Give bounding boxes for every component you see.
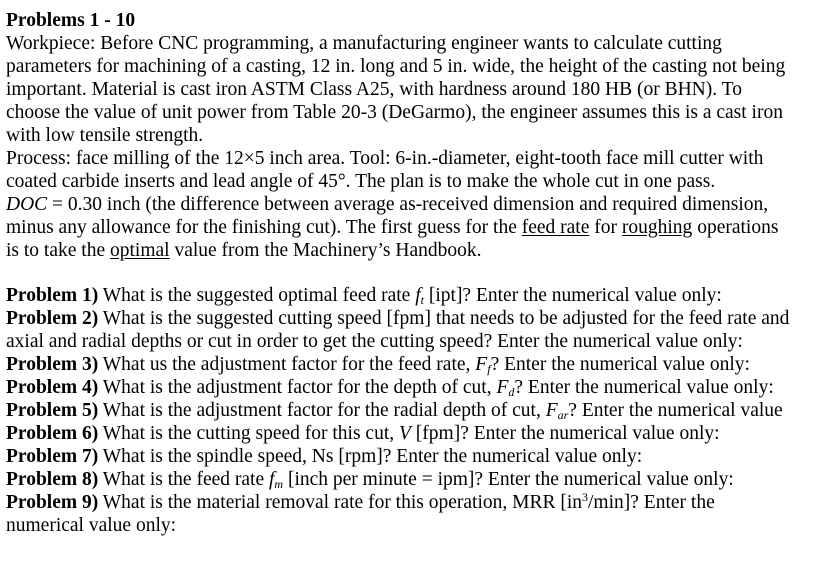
problem-label: Problem 3) — [6, 354, 99, 375]
optimal-line-text: value from the Machinery’s Handbook. — [169, 240, 482, 261]
optimal-line-text: is to take the — [6, 240, 110, 261]
page-title: Problems 1 - 10 — [6, 10, 136, 31]
feed-rate-underlined: feed rate — [521, 217, 590, 238]
problem-text: [inch per minute = ipm]? Enter the numerical value only: — [283, 469, 734, 490]
problem-text: What us the adjustment factor for the feed rate, — [98, 354, 476, 375]
variable-subscript: m — [274, 477, 284, 491]
problem-label: Problem 2) — [6, 308, 99, 329]
variable-subscript: ar — [557, 408, 569, 422]
feed-line-text: for — [589, 217, 622, 238]
problem-text: What is the feed rate — [98, 469, 269, 490]
doc-text: = 0.30 inch (the difference between average as-received dimension and required dimension, — [47, 194, 769, 215]
problem-label: Problem 8) — [6, 469, 99, 490]
doc-line — [6, 194, 768, 217]
optimal-underlined: optimal — [109, 240, 170, 261]
problem-label: Problem 1) — [6, 285, 99, 306]
problem-1 — [6, 285, 722, 308]
feed-rate-line — [6, 217, 778, 240]
variable: f — [268, 469, 275, 490]
feed-line-text: minus any allowance for the finishing cut). The first guess for the — [6, 217, 522, 238]
variable: F — [475, 354, 488, 375]
problem-label: Problem 7) — [6, 446, 99, 467]
problem-7 — [6, 446, 642, 469]
variable: V — [399, 423, 411, 444]
intro-line: with low tensile strength. — [6, 125, 204, 146]
optimal-line — [6, 240, 481, 263]
variable: f — [415, 285, 421, 306]
problem-label: Problem 4) — [6, 377, 99, 398]
problem-text: ? Enter the numerical value only: — [490, 354, 750, 375]
variable-subscript: f — [487, 362, 491, 376]
problem-text: What is the suggested cutting speed [fpm] that needs to be adjusted for the feed rate and — [98, 308, 790, 329]
problem-text: ? Enter the numerical value only: — [514, 377, 774, 398]
doc-variable: DOC — [6, 194, 48, 215]
problem-4 — [6, 377, 774, 400]
roughing-underlined: roughing — [621, 217, 693, 238]
problem-text: /min]? Enter the — [588, 492, 715, 513]
intro-line: parameters for machining of a casting, 12 in. long and 5 in. wide, the height of the casting not being — [6, 56, 786, 77]
feed-line-text: operations — [692, 217, 779, 238]
problem-5 — [6, 400, 783, 423]
problem-text: [ipt]? Enter the numerical value only: — [423, 285, 722, 306]
problem-text: What is the material removal rate for this operation, MRR [in — [98, 492, 583, 513]
problem-8 — [6, 469, 734, 492]
intro-line: important. Material is cast iron ASTM Class A25, with hardness around 180 HB (or BHN). To — [6, 79, 742, 100]
problem-text: What is the spindle speed, Ns [rpm]? Enter the numerical value only: — [98, 446, 643, 467]
problem-6 — [6, 423, 720, 446]
variable: F — [496, 377, 509, 398]
superscript: 3 — [582, 490, 589, 504]
intro-line: choose the value of unit power from Table 20-3 (DeGarmo), the engineer assumes this is a cast iron — [6, 102, 783, 123]
variable-subscript: t — [420, 293, 424, 307]
intro-line: coated carbide inserts and lead angle of 45°. The plan is to make the whole cut in one pass. — [6, 171, 716, 192]
variable: F — [545, 400, 558, 421]
problem-text: What is the adjustment factor for the depth of cut, — [98, 377, 497, 398]
problem-text: [fpm]? Enter the numerical value only: — [410, 423, 720, 444]
problem-text: What is the cutting speed for this cut, — [98, 423, 399, 444]
problem-label: Problem 5) — [6, 400, 99, 421]
intro-line: Workpiece: Before CNC programming, a manufacturing engineer wants to calculate cutting — [6, 33, 722, 54]
problem-label: Problem 9) — [6, 492, 99, 513]
problem-9 — [6, 492, 715, 515]
problem-text: What is the adjustment factor for the radial depth of cut, — [98, 400, 546, 421]
intro-line: Process: face milling of the 12×5 inch area. Tool: 6-in.-diameter, eight-tooth face mill cutter with — [6, 148, 764, 169]
problem-3 — [6, 354, 750, 377]
problem-2-continued: axial and radial depths or cut in order to get the cutting speed? Enter the numerical value only: — [6, 331, 743, 352]
problem-9-continued: numerical value only: — [6, 515, 177, 536]
problem-label: Problem 6) — [6, 423, 99, 444]
problem-text: What is the suggested optimal feed rate — [98, 285, 416, 306]
problem-2 — [6, 308, 789, 331]
problem-text: ? Enter the numerical value — [568, 400, 783, 421]
variable-subscript: d — [508, 385, 515, 399]
